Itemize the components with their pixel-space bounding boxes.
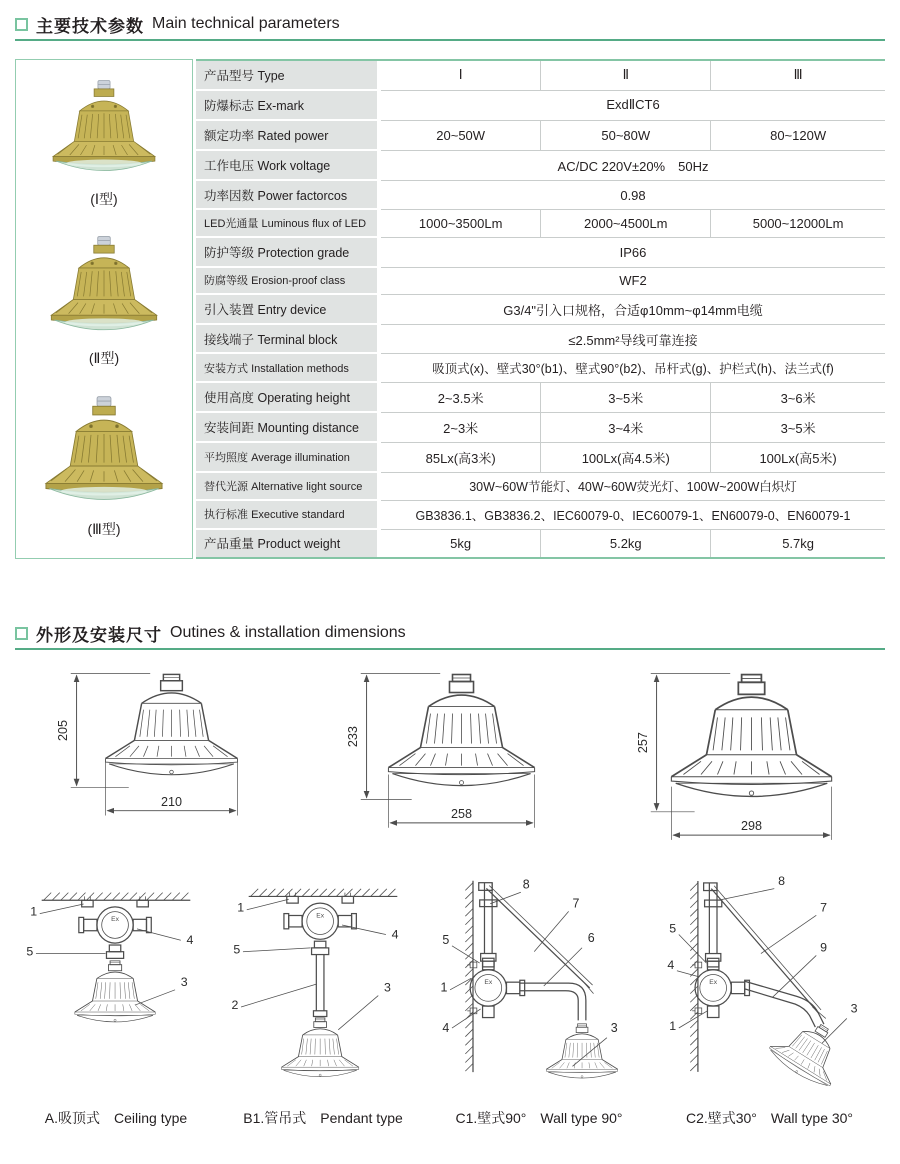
product-type-label: (Ⅱ型) [88,350,120,367]
section2-underline [15,648,885,650]
row-value: Ⅲ [710,61,885,91]
junction-box-label: Ex [484,979,493,987]
table-row [196,238,885,268]
table-row [196,413,885,443]
row-value: 3~5米 [710,413,885,443]
installation-caption [45,1108,187,1128]
technical-parameters-section [15,59,885,559]
row-label [196,473,381,502]
row-label-en: Rated power [257,128,329,143]
installation-line-drawing [222,866,424,1106]
section2-header [15,621,885,645]
product-type-label: (Ⅲ型) [87,520,121,537]
row-value: 2~3米 [381,413,540,443]
section2-title-zh: 外形及安装尺寸 [36,625,162,645]
row-label [196,413,381,443]
section1-title-en: Main technical parameters [152,15,340,32]
table-row [196,268,885,295]
callout-number: 8 [522,877,530,892]
installation-caption-en: Ceiling type [114,1110,188,1126]
callout-number: 5 [669,921,677,936]
row-value: 5.7kg [710,530,885,557]
row-label [196,268,381,295]
row-label [196,501,381,530]
row-value: AC/DC 220V±20% 50Hz [381,151,885,181]
row-label-zh: 使用高度 [204,390,255,405]
table-row [196,61,885,91]
row-label [196,443,381,473]
dimension-drawing-1 [17,658,303,844]
section-bullet-icon [15,18,28,31]
row-label-zh: 引入装置 [204,302,255,317]
row-value: 20~50W [381,121,540,151]
product-photo-3 [39,395,169,539]
row-label-zh: 工作电压 [204,158,255,173]
row-label-zh: 额定功率 [204,128,255,143]
callout-number: 1 [440,980,448,995]
dimension-width-value: 298 [741,819,763,834]
table-row [196,121,885,151]
row-label-en: Work voltage [257,158,331,173]
row-label [196,181,381,211]
row-label-en: Alternative light source [251,480,363,493]
callout-number: 8 [778,873,785,888]
junction-box-label: Ex [316,912,325,920]
parameters-table [196,59,885,559]
lamp-outline-drawing [17,658,303,844]
table-row [196,473,885,502]
row-label-zh: 安装间距 [204,420,255,435]
callout-number: 5 [26,944,34,959]
row-label [196,210,381,237]
lamp-outline-drawing [307,658,593,844]
callout-number: 1 [237,900,245,915]
table-row [196,151,885,181]
row-label-en: Operating height [257,390,350,405]
row-value: 2000~4500Lm [540,210,710,237]
installation-diagram-a [15,866,217,1128]
callout-number: 5 [233,942,241,957]
lamp-photo-illustration [47,79,161,182]
callout-number: 4 [391,927,399,942]
row-value: 3~5米 [540,383,710,413]
row-label [196,121,381,151]
row-label-zh: 接线端子 [204,332,255,347]
row-label-zh: 安装方式 [204,362,248,375]
row-label-zh: 防爆标志 [204,98,255,113]
section1-header [15,12,885,36]
callout-number: 3 [383,980,391,995]
callout-number: 5 [442,932,450,947]
row-value: 2~3.5米 [381,383,540,413]
row-label-en: Type [257,68,285,83]
row-label-en: Executive standard [251,509,345,522]
section-bullet-icon [15,627,28,640]
row-label [196,530,381,557]
row-value: 50~80W [540,121,710,151]
dimension-drawings [15,658,885,844]
row-label-zh: LED光通量 [204,218,259,231]
dimension-height-value: 257 [636,732,651,754]
row-label-en: Power factorcos [257,188,348,203]
row-label-zh: 功率因数 [204,188,255,203]
row-value: 30W~60W节能灯、40W~60W荧光灯、100W~200W白炽灯 [381,473,885,502]
callout-number: 1 [30,904,38,919]
product-photo-panel [15,59,193,559]
table-row [196,501,885,530]
row-label [196,61,381,91]
callout-number: 3 [610,1020,618,1035]
dimension-height-value: 233 [345,726,360,748]
row-label-zh: 替代光源 [204,480,248,493]
row-label [196,151,381,181]
table-row [196,443,885,473]
lamp-photo-illustration [45,235,163,342]
installation-line-drawing [429,866,649,1106]
row-value: WF2 [381,268,885,295]
installation-caption [686,1108,853,1128]
row-label-en: Mounting distance [257,420,359,435]
row-value: 80~120W [710,121,885,151]
table-row [196,383,885,413]
product-photo-2 [45,235,163,368]
row-label-en: Erosion-proof class [251,275,346,288]
table-row [196,295,885,325]
section2-title-en: Outines & installation dimensions [170,624,406,641]
table-row [196,530,885,557]
section1-underline [15,39,885,41]
callout-number: 1 [669,1018,677,1033]
row-label [196,383,381,413]
section1-title-zh: 主要技术参数 [36,16,144,36]
row-label-en: Luminous flux of LED [261,218,367,231]
row-label-en: Entry device [257,302,327,317]
callout-number: 4 [442,1020,450,1035]
junction-box-label: Ex [709,979,718,987]
installation-caption-zh: C1.壁式90° [455,1110,527,1126]
row-value: Ⅱ [540,61,710,91]
callout-number: 9 [820,940,827,955]
callout-number: 6 [587,931,595,945]
junction-box-label: Ex [111,916,119,924]
row-label-en: Protection grade [257,245,350,260]
installation-line-drawing [654,866,885,1106]
installation-caption-zh: A.吸顶式 [44,1110,101,1126]
row-label-en: Product weight [257,537,341,552]
installation-diagram-c1 [429,866,649,1128]
row-value: 100Lx(高5米) [710,443,885,473]
product-type-label: (Ⅰ型) [90,190,118,207]
callout-number: 7 [820,900,827,915]
row-label [196,295,381,325]
callout-number: 4 [667,957,675,972]
installation-diagrams [15,866,885,1128]
table-row [196,91,885,121]
product-photo-1 [47,79,161,208]
row-label-zh: 平均照度 [204,451,248,464]
row-label-zh: 执行标准 [204,509,248,522]
row-value: 5000~12000Lm [710,210,885,237]
dimension-drawing-3 [597,658,883,844]
row-label-zh: 防腐等级 [204,275,248,288]
row-label [196,325,381,355]
row-value: 0.98 [381,181,885,211]
dimension-drawing-2 [307,658,593,844]
callout-number: 2 [231,997,239,1012]
callout-number: 4 [186,933,194,948]
installation-line-drawing [15,866,217,1106]
dimension-width-value: 258 [451,807,473,822]
row-label-en: Terminal block [257,332,338,347]
installation-caption-en: Wall type 30° [770,1110,854,1126]
row-value: 85Lx(高3米) [381,443,540,473]
row-value: GB3836.1、GB3836.2、IEC60079-0、IEC60079-1、EN60079-0、EN60079-1 [381,501,885,530]
row-label-en: Ex-mark [257,98,305,113]
row-label [196,354,381,383]
row-value: G3/4"引入口规格，合适φ10mm~φ14mm电缆 [381,295,885,325]
installation-diagram-c2 [654,866,885,1128]
row-value: 5.2kg [540,530,710,557]
installation-caption-zh: C2.壁式30° [685,1110,757,1126]
row-value: 1000~3500Lm [381,210,540,237]
installation-caption-en: Pendant type [320,1110,403,1126]
row-value: 3~4米 [540,413,710,443]
row-value: ≤2.5mm²导线可靠连接 [381,325,885,355]
row-label-zh: 防护等级 [204,245,255,260]
row-label-en: Installation methods [251,362,349,375]
callout-number: 3 [180,975,188,989]
row-value: 3~6米 [710,383,885,413]
installation-diagram-b1 [222,866,424,1128]
row-label [196,238,381,268]
row-value: 5kg [381,530,540,557]
table-row [196,181,885,211]
installation-caption-en: Wall type 90° [540,1110,623,1126]
row-label-zh: 产品重量 [204,537,255,552]
lamp-photo-illustration [39,395,169,513]
row-value: 吸顶式(x)、壁式30°(b1)、壁式90°(b2)、吊杆式(g)、护栏式(h)、法兰式(f) [381,354,885,383]
row-label-en: Average illumination [251,451,350,464]
callout-number: 7 [572,896,580,911]
dimension-width-value: 210 [161,794,183,809]
dimension-height-value: 205 [55,719,70,741]
row-value: ExdⅡCT6 [381,91,885,121]
table-row [196,210,885,237]
callout-number: 3 [850,1001,858,1016]
row-value: Ⅰ [381,61,540,91]
row-label-zh: 产品型号 [204,68,255,83]
row-value: IP66 [381,238,885,268]
lamp-outline-drawing [597,658,883,844]
installation-caption [243,1108,403,1128]
row-value: 100Lx(高4.5米) [540,443,710,473]
row-label [196,91,381,121]
table-row [196,354,885,383]
installation-caption [455,1108,622,1128]
installation-caption-zh: B1.管吊式 [243,1110,307,1126]
table-row [196,325,885,355]
